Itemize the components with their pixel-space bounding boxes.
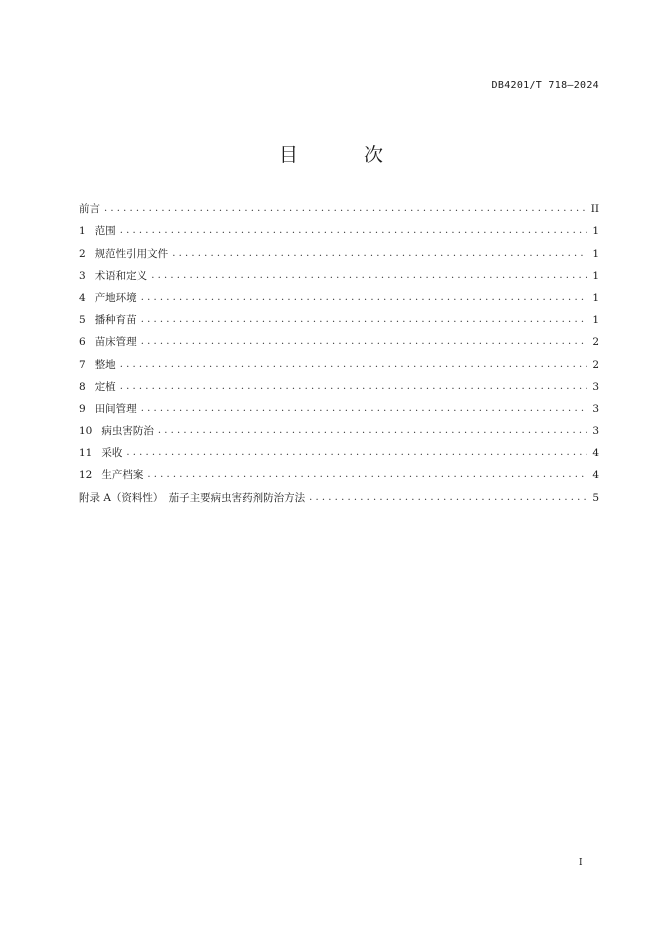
toc-entry-label: 苗床管理 (94, 336, 137, 349)
toc-entry-10[interactable] (79, 416, 599, 438)
toc-entry-label: 附录 A（资料性） 茄子主要病虫害药剂防治方法 (79, 491, 306, 504)
toc-dot-leader (158, 424, 587, 438)
toc-entry-8[interactable] (79, 372, 599, 394)
toc-entry-5[interactable] (79, 305, 599, 327)
toc-entry-page: 3 (592, 380, 599, 393)
toc-entry-label: 前言 (79, 203, 100, 216)
toc-entry-label: 整地 (94, 358, 116, 371)
toc-entry-label: 范围 (94, 225, 116, 238)
toc-entry-label: 定植 (94, 380, 116, 393)
toc-entry-label: 田间管理 (94, 402, 137, 415)
toc-entry-page: 1 (592, 247, 599, 260)
toc-entry-number: 9 (79, 402, 86, 415)
toc-entry-number: 3 (79, 269, 86, 282)
table-of-contents (79, 194, 599, 505)
toc-entry-number: 11 (79, 447, 93, 460)
toc-entry-label: 生产档案 (101, 469, 144, 482)
toc-entry-label: 术语和定义 (94, 269, 148, 282)
toc-entry-number: 12 (79, 469, 93, 482)
toc-entry-label: 病虫害防治 (101, 425, 154, 438)
toc-dot-leader (120, 224, 587, 238)
toc-entry-number: 4 (79, 291, 86, 304)
toc-entry-page: 2 (592, 358, 599, 371)
toc-dot-leader (141, 313, 587, 327)
toc-dot-leader (141, 402, 587, 416)
toc-entry-appendix-a[interactable] (79, 482, 599, 504)
page-title: 目 次 (278, 144, 414, 166)
toc-entry-page: 2 (592, 336, 599, 349)
toc-entry-2[interactable] (79, 238, 599, 260)
toc-entry-label: 产地环境 (94, 291, 137, 304)
page-number: I (579, 858, 583, 868)
toc-entry-foreword[interactable] (79, 194, 599, 216)
toc-dot-leader (141, 291, 587, 305)
toc-dot-leader (309, 491, 587, 505)
toc-entry-number: 2 (79, 247, 86, 260)
toc-entry-page: 3 (592, 402, 599, 415)
toc-dot-leader (141, 335, 587, 349)
toc-entry-number: 10 (79, 425, 93, 438)
toc-entry-page: 5 (592, 491, 599, 504)
document-code: DB4201/T 718—2024 (491, 80, 599, 91)
toc-dot-leader (104, 202, 587, 216)
toc-entry-label: 规范性引用文件 (94, 247, 169, 260)
toc-entry-number: 1 (79, 225, 86, 238)
toc-entry-9[interactable] (79, 394, 599, 416)
toc-entry-11[interactable] (79, 438, 599, 460)
toc-entry-label: 播种育苗 (94, 314, 137, 327)
toc-entry-1[interactable] (79, 216, 599, 238)
toc-dot-leader (151, 269, 587, 283)
toc-dot-leader (120, 380, 587, 394)
toc-entry-label: 采收 (101, 447, 123, 460)
toc-entry-6[interactable] (79, 327, 599, 349)
toc-entry-7[interactable] (79, 349, 599, 371)
toc-dot-leader (126, 446, 587, 460)
toc-entry-number: 7 (79, 358, 86, 371)
toc-dot-leader (120, 358, 587, 372)
toc-entry-number: 6 (79, 336, 86, 349)
toc-entry-12[interactable] (79, 460, 599, 482)
toc-entry-page: 4 (592, 447, 599, 460)
toc-entry-page: 4 (592, 469, 599, 482)
toc-entry-page: II (590, 203, 599, 216)
toc-dot-leader (147, 468, 587, 482)
toc-entry-number: 8 (79, 380, 86, 393)
toc-entry-number: 5 (79, 314, 86, 327)
toc-entry-3[interactable] (79, 261, 599, 283)
toc-entry-page: 1 (592, 269, 599, 282)
toc-dot-leader (172, 247, 587, 261)
toc-entry-4[interactable] (79, 283, 599, 305)
toc-entry-page: 3 (592, 425, 599, 438)
toc-entry-page: 1 (592, 314, 599, 327)
toc-entry-page: 1 (592, 291, 599, 304)
toc-entry-page: 1 (592, 225, 599, 238)
